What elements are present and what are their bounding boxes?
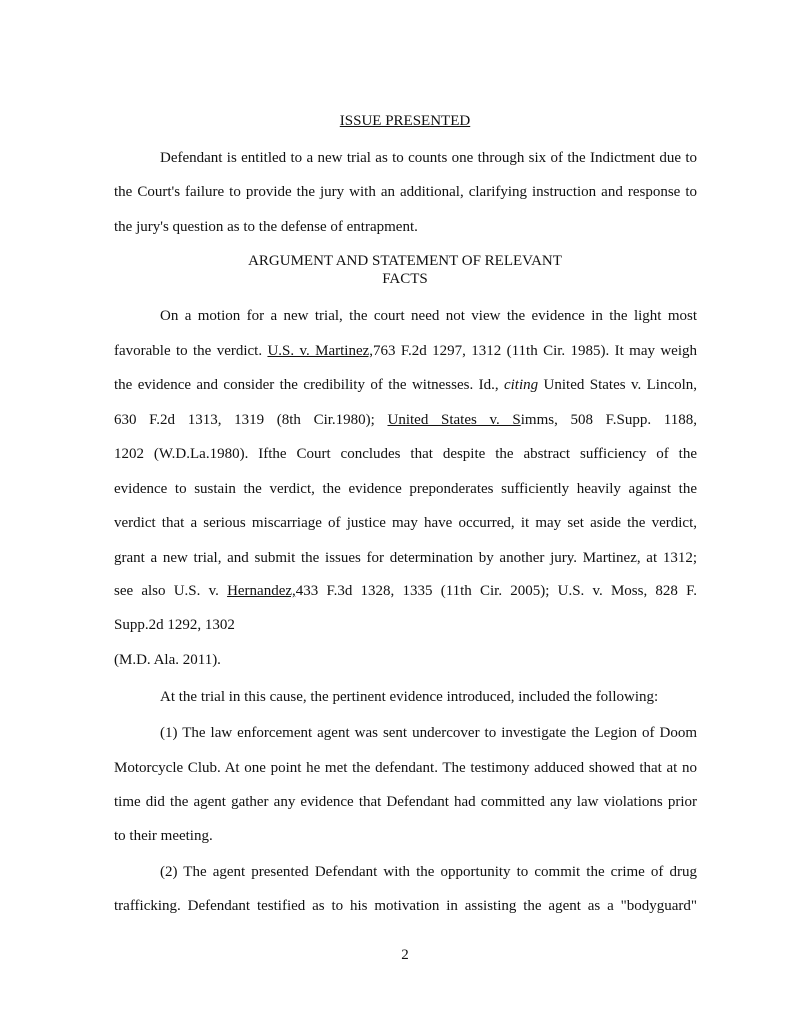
text-run: 630 F.2d 1313, 1319 (8th Cir.1980);	[114, 412, 375, 428]
text-run: imms, 508 F.Supp. 1188,	[520, 412, 697, 428]
point-2-line-2: trafficking. Defendant testified as to his motivation in assisting the agent as a "bodyguard"	[114, 898, 697, 914]
trial-intro: At the trial in this cause, the pertinent evidence introduced, included the following:	[160, 689, 659, 705]
case-citation-martinez: U.S. v. Martinez,	[267, 343, 374, 359]
point-1-line-3: time did the agent gather any evidence that Defendant had committed any law violations prior	[114, 794, 697, 810]
text-run: see also U.S. v.	[114, 583, 219, 599]
argument-heading-line-1: ARGUMENT AND STATEMENT OF RELEVANT	[248, 253, 562, 269]
text-run: the evidence and consider the credibility of the witnesses. Id.,	[114, 377, 499, 393]
point-1-line-2: Motorcycle Club. At one point he met the defendant. The testimony adduced showed that at no	[114, 760, 697, 776]
issue-line-1: Defendant is entitled to a new trial as to counts one through six of the Indictment due to	[160, 150, 697, 166]
text-run: favorable to the verdict.	[114, 343, 263, 359]
argument-line-2	[114, 343, 697, 360]
argument-line-5: 1202 (W.D.La.1980). Ifthe Court concludes that despite the abstract sufficiency of the	[114, 446, 697, 462]
issue-line-2: the Court's failure to provide the jury with an additional, clarifying instruction and response to	[114, 184, 697, 200]
argument-line-7: verdict that a serious miscarriage of justice may have occurred, it may set aside the verdict,	[114, 515, 697, 531]
citing-signal: citing	[503, 377, 539, 393]
argument-line-8: grant a new trial, and submit the issues for determination by another jury. Martinez, at 1312;	[114, 550, 697, 566]
text-run: United States v. Lincoln,	[543, 377, 698, 393]
case-citation-simms: United States v. S	[387, 412, 521, 428]
argument-line-4	[114, 412, 697, 429]
argument-line-3	[114, 377, 697, 394]
argument-heading-line-2: FACTS	[382, 271, 428, 287]
issue-presented-heading: ISSUE PRESENTED	[339, 113, 471, 129]
argument-line-10: Supp.2d 1292, 1302	[114, 617, 235, 633]
point-1-line-4: to their meeting.	[114, 828, 213, 844]
case-citation-hernandez: Hernandez,	[227, 583, 296, 599]
argument-line-9	[114, 583, 697, 600]
page-number: 2	[401, 947, 409, 963]
argument-line-6: evidence to sustain the verdict, the evidence preponderates sufficiently heavily against the	[114, 481, 697, 497]
argument-line-11: (M.D. Ala. 2011).	[114, 652, 221, 668]
point-2-line-1: (2) The agent presented Defendant with the opportunity to commit the crime of drug	[160, 864, 697, 880]
text-run: 433 F.3d 1328, 1335 (11th Cir. 2005); U.S. v. Moss, 828 F.	[295, 583, 698, 599]
issue-line-3: the jury's question as to the defense of entrapment.	[114, 219, 418, 235]
point-1-line-1: (1) The law enforcement agent was sent undercover to investigate the Legion of Doom	[160, 725, 697, 741]
argument-line-1: On a motion for a new trial, the court need not view the evidence in the light most	[160, 308, 697, 324]
text-run: 763 F.2d 1297, 1312 (11th Cir. 1985). It may weigh	[373, 343, 697, 359]
